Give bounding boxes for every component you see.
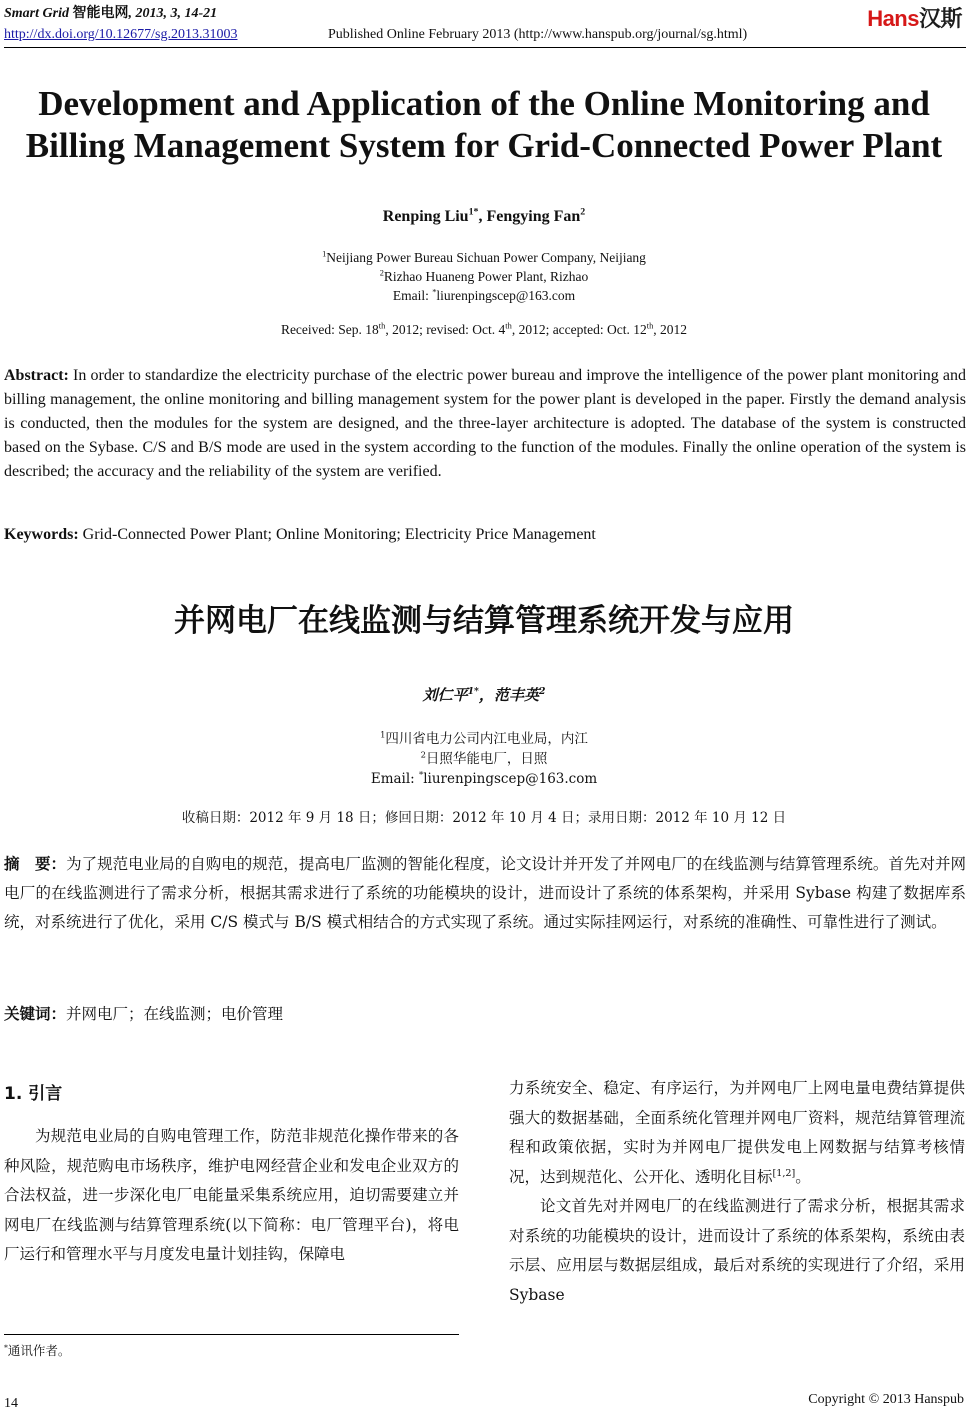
author-1-sup: 1* xyxy=(468,206,479,218)
abstract-text: In order to standardize the electricity purchase of the electric power bureau and improve the intelligence of the power plant monitoring and billing management, the online monitoring and billing management system for the power plant is developed in the paper. Firstly the demand analysis is conducted, then the modules for the system are designed, and the three-layer architecture is adopted. The database of the system is constructed based on the Sybase. C/S and B/S mode are used in the system according to the function of the modules. Finally the online operation of the system is described; the accuracy and the reliability of the system are verified. xyxy=(4,367,966,480)
doi-link[interactable]: http://dx.doi.org/10.12677/sg.2013.31003 xyxy=(4,27,238,42)
affiliation-2-cn xyxy=(0,750,968,769)
title-line-2: Billing Management System for Grid-Connected Power Plant xyxy=(25,126,943,165)
footnote-text: 通讯作者。 xyxy=(7,1343,71,1358)
received-3: , 2012; accepted: Oct. 12 xyxy=(511,322,647,337)
received-2: , 2012; revised: Oct. 4 xyxy=(385,322,506,337)
received-1: Received: Sep. 18 xyxy=(280,322,379,337)
abstract xyxy=(4,364,966,484)
author-1: Renping Liu xyxy=(382,208,469,225)
email-sup: * xyxy=(432,287,437,297)
section-heading: 1. 引言 xyxy=(4,1084,63,1104)
body-column-right xyxy=(509,1074,965,1310)
footnote-sup: * xyxy=(4,1342,8,1352)
footnote-rule xyxy=(4,1334,459,1335)
journal-header xyxy=(4,2,966,48)
email-cn-sup: * xyxy=(419,769,424,780)
authors xyxy=(0,208,968,226)
author-2-sup: 2 xyxy=(580,206,586,218)
paragraph-right-2: 论文首先对并网电厂的在线监测进行了需求分析，根据其需求对系统的功能模块的设计，进而设计了系统的体系架构，系统由表示层、应用层与数据层组成，最后对系统的实现进行了介绍，采用 Sybase xyxy=(509,1197,965,1304)
author-2-cn: 范丰英 xyxy=(493,686,539,704)
received-4: , 2012 xyxy=(653,322,688,337)
abstract-cn-text: 为了规范电业局的自购电的规范，提高电厂监测的智能化程度，论文设计并开发了并网电厂的在线监测与结算管理系统。首先对并网电厂的在线监测进行了需求分析，根据其需求进行了系统的功能模块的设计，进而设计了系统的体系架构，并采用 Sybase 构建了数据库系统，对系统进行了优化，采用 C/S 模式与 B/S 模式相结合的方式实现了系统。通过实际挂网运行，对系统的准确性、可靠性进行了测试。 xyxy=(4,855,966,931)
keywords xyxy=(4,526,966,544)
paragraph-right-cont-end: 。 xyxy=(795,1167,811,1186)
footnote xyxy=(4,1341,70,1359)
keywords-label: Keywords: xyxy=(4,526,79,543)
email-cn-address: liurenpingscep@163.com xyxy=(423,771,598,787)
email-label: Email: xyxy=(392,288,433,303)
abstract-cn xyxy=(4,850,966,937)
logo-latin: Hans xyxy=(867,6,919,31)
received-1-sup: th xyxy=(378,321,386,331)
aff1-cn-text: 四川省电力公司内江电业局，内江 xyxy=(385,731,588,747)
keywords-cn-label: 关键词： xyxy=(4,1005,67,1023)
journal-title: Smart Grid xyxy=(4,6,69,21)
email xyxy=(0,286,968,305)
email-address: liurenpingscep@163.com xyxy=(436,288,576,303)
author-1-cn-sup: 1* xyxy=(467,686,479,697)
paragraph-right-cont xyxy=(509,1074,965,1192)
abstract-cn-label: 摘 要： xyxy=(4,855,67,873)
received-2-sup: th xyxy=(505,321,512,331)
email-cn-label: Email: xyxy=(370,771,420,787)
title-line-1: Development and Application of the Online Monitoring and xyxy=(38,84,930,123)
author-sep-cn: ， xyxy=(478,686,494,704)
author-2-cn-sup: 2 xyxy=(538,686,546,697)
author-1-cn: 刘仁平 xyxy=(422,686,468,704)
paragraph-left: 为规范电业局的自购电管理工作，防范非规范化操作带来的各种风险，规范购电市场秩序，维护电网经营企业和发电企业双方的合法权益，进一步深化电厂电能量采集系统应用，迫切需要建立并网电厂在线监测与结算管理系统(以下简称：电厂管理平台)，将电厂运行和管理水平与月度发电量计划挂钩，保障电 xyxy=(4,1127,459,1263)
affiliation-1 xyxy=(0,248,968,267)
page-number: 14 xyxy=(4,1396,18,1411)
abstract-label: Abstract: xyxy=(4,367,69,384)
received-dates xyxy=(0,322,968,338)
journal-title-cn: 智能电网 xyxy=(72,6,129,21)
keywords-cn-text: 并网电厂；在线监测；电价管理 xyxy=(66,1005,284,1023)
body-column-left xyxy=(4,1122,459,1270)
aff1-text: Neijiang Power Bureau Sichuan Power Company, Neijiang xyxy=(326,250,646,265)
affiliation-1-cn xyxy=(0,730,968,749)
published-online: Published Online February 2013 (http://www.hanspub.org/journal/sg.html) xyxy=(328,27,748,42)
author-sep: , xyxy=(478,208,487,225)
paragraph-right-cont-text: 力系统安全、稳定、有序运行，为并网电厂上网电量电费结算提供强大的数据基础，全面系统化管理并网电厂资料，规范结算管理流程和政策依据，实时为并网电厂提供发电上网数据与结算考核情况，达到规范化、公开化、透明化目标 xyxy=(509,1079,965,1186)
journal-name xyxy=(4,2,217,22)
affiliation-2 xyxy=(0,267,968,286)
citation-ref: [1,2] xyxy=(772,1167,796,1179)
aff2-text: Rizhao Huaneng Power Plant, Rizhao xyxy=(383,269,589,284)
aff2-cn-sup: 2 xyxy=(420,749,426,760)
aff1-sup: 1 xyxy=(322,249,327,259)
email-cn xyxy=(0,770,968,789)
keywords-cn xyxy=(4,1002,966,1024)
aff1-cn-sup: 1 xyxy=(380,729,386,740)
received-3-sup: th xyxy=(646,321,654,331)
author-2: Fengying Fan xyxy=(486,208,581,225)
hans-logo xyxy=(867,2,962,33)
paper-title xyxy=(0,83,968,167)
journal-issue: , 2013, 3, 14-21 xyxy=(128,6,218,21)
aff2-sup: 2 xyxy=(379,268,384,278)
paper-title-cn: 并网电厂在线监测与结算管理系统开发与应用 xyxy=(174,603,794,639)
keywords-text: Grid-Connected Power Plant; Online Monitoring; Electricity Price Management xyxy=(78,526,596,543)
received-dates-cn: 收稿日期：2012 年 9 月 18 日；修回日期：2012 年 10 月 4 日；录用日期：2012 年 10 月 12 日 xyxy=(181,810,787,826)
logo-cn: 汉斯 xyxy=(918,6,962,31)
header-rule xyxy=(4,47,966,48)
copyright: Copyright © 2013 Hanspub xyxy=(808,1392,964,1407)
aff2-cn-text: 日照华能电厂，日照 xyxy=(425,751,548,767)
authors-cn xyxy=(0,684,968,705)
